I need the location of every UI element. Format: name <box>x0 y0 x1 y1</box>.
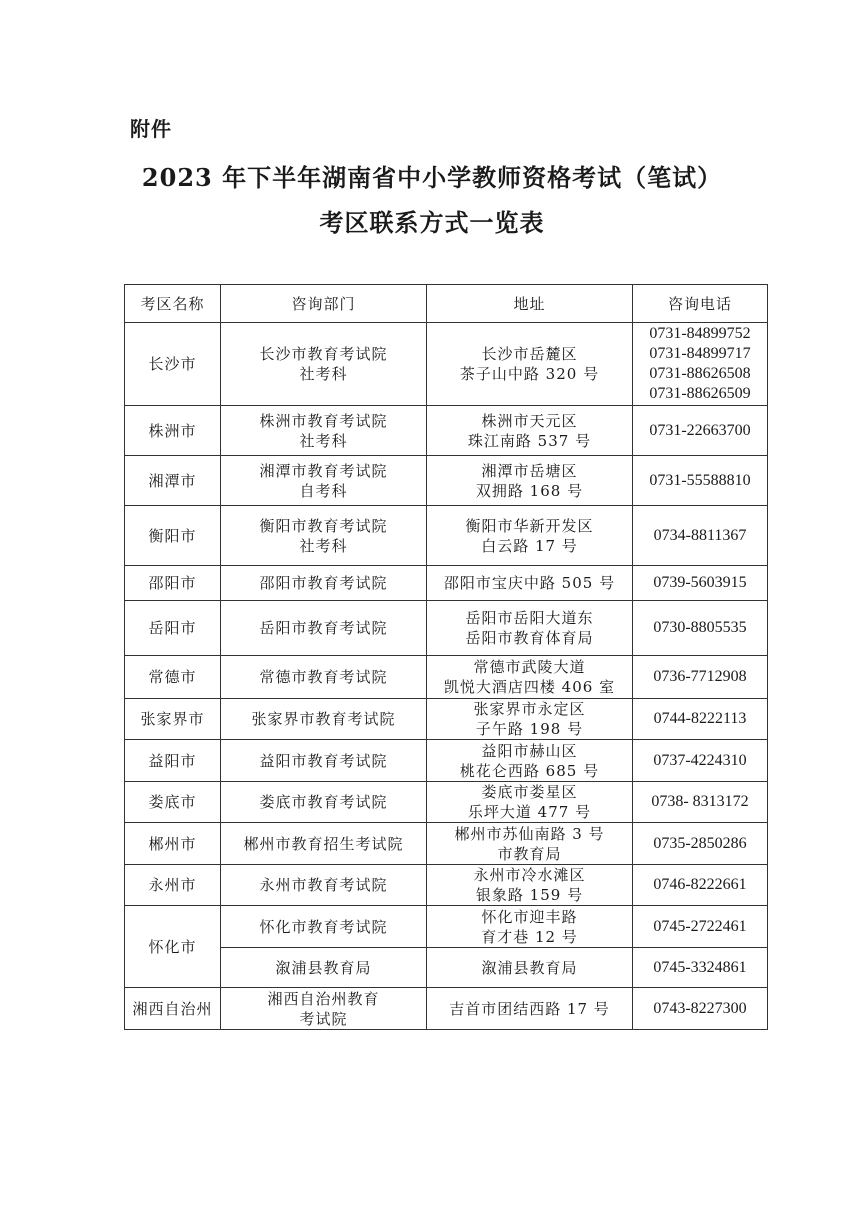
document-title-line1: 2023 年下半年湖南省中小学教师资格考试（笔试） <box>141 163 723 192</box>
cell-department <box>221 988 427 1030</box>
cell-phone <box>633 865 768 906</box>
cell-department-line: 邵阳市教育考试院 <box>259 574 388 592</box>
cell-region: 湘潭市 <box>125 456 221 506</box>
cell-phone-line: 0735-2850286 <box>653 834 747 852</box>
cell-department-line: 益阳市教育考试院 <box>259 751 388 770</box>
table-row <box>125 566 768 601</box>
cell-department-line: 永州市教育考试院 <box>259 876 388 894</box>
cell-department <box>221 406 427 456</box>
cell-department-line: 常德市教育考试院 <box>259 668 388 686</box>
cell-address <box>427 323 633 406</box>
cell-region: 岳阳市 <box>125 601 221 656</box>
cell-address-line: 银象路 159 号 <box>475 886 584 904</box>
cell-address-line: 溆浦县教育局 <box>481 958 578 977</box>
cell-region: 郴州市 <box>125 823 221 865</box>
cell-phone <box>633 323 768 406</box>
table-row <box>125 865 768 906</box>
cell-address-line: 怀化市迎丰路 <box>481 907 578 926</box>
cell-phone-line: 0731-84899717 <box>649 345 751 362</box>
cell-address <box>427 456 633 506</box>
cell-phone <box>633 948 768 988</box>
cell-phone <box>633 740 768 782</box>
cell-department-line: 岳阳市教育考试院 <box>259 619 388 637</box>
cell-department-line: 湘潭市教育考试院 <box>259 461 388 480</box>
header-phone: 咨询电话 <box>633 285 768 323</box>
cell-department <box>221 323 427 406</box>
cell-department-line: 长沙市教育考试院 <box>259 345 388 363</box>
cell-phone-line: 0731-84899752 <box>649 325 751 342</box>
cell-phone-line: 0738- 8313172 <box>651 793 749 810</box>
cell-region: 邵阳市 <box>125 566 221 601</box>
cell-address-line: 湘潭市岳塘区 <box>481 461 578 480</box>
table-row <box>125 323 768 406</box>
table-row <box>125 406 768 456</box>
cell-region: 长沙市 <box>125 323 221 406</box>
cell-phone <box>633 823 768 865</box>
cell-address-line: 乐坪大道 477 号 <box>467 803 592 821</box>
cell-address <box>427 988 633 1030</box>
cell-address-line: 常德市武陵大道 <box>473 658 586 676</box>
table-row <box>125 782 768 823</box>
cell-address <box>427 782 633 823</box>
cell-phone-line: 0734-8811367 <box>653 526 747 544</box>
cell-phone <box>633 906 768 948</box>
cell-address-line: 子午路 198 号 <box>475 720 584 738</box>
table-row <box>125 699 768 740</box>
cell-department <box>221 699 427 740</box>
cell-address-line: 岳阳市教育体育局 <box>465 629 594 647</box>
cell-address-line: 育才巷 12 号 <box>481 927 578 946</box>
cell-address-line: 张家界市永定区 <box>473 700 586 718</box>
table-row <box>125 823 768 865</box>
header-address: 地址 <box>427 285 633 323</box>
cell-department <box>221 456 427 506</box>
cell-phone-line: 0730-8805535 <box>653 619 747 636</box>
cell-address <box>427 406 633 456</box>
cell-department <box>221 948 427 988</box>
cell-address-line: 永州市冷水滩区 <box>473 866 586 884</box>
cell-department <box>221 865 427 906</box>
cell-phone <box>633 406 768 456</box>
cell-phone <box>633 988 768 1030</box>
cell-address-line: 白云路 17 号 <box>481 536 578 555</box>
cell-department <box>221 906 427 948</box>
cell-department <box>221 740 427 782</box>
cell-phone-line: 0731-88626509 <box>649 385 751 402</box>
cell-address <box>427 601 633 656</box>
table-row <box>125 656 768 699</box>
cell-phone-line: 0745-2722461 <box>653 917 747 935</box>
cell-department-line: 社考科 <box>299 431 348 450</box>
table-body <box>125 323 768 1030</box>
cell-phone <box>633 782 768 823</box>
cell-address <box>427 740 633 782</box>
cell-region: 张家界市 <box>125 699 221 740</box>
cell-region: 株洲市 <box>125 406 221 456</box>
cell-department-line: 株洲市教育考试院 <box>259 411 388 430</box>
cell-department <box>221 601 427 656</box>
table-row <box>125 948 768 988</box>
cell-phone-line: 0736-7712908 <box>653 668 747 685</box>
cell-address-line: 株洲市天元区 <box>481 411 578 430</box>
cell-address <box>427 865 633 906</box>
table-row <box>125 456 768 506</box>
cell-phone <box>633 699 768 740</box>
contacts-table <box>124 284 768 1030</box>
cell-address-line: 衡阳市华新开发区 <box>465 516 594 535</box>
cell-department <box>221 566 427 601</box>
cell-phone <box>633 506 768 566</box>
document-title-line2: 考区联系方式一览表 <box>319 208 545 237</box>
cell-address <box>427 699 633 740</box>
cell-address-line: 益阳市赫山区 <box>481 741 578 760</box>
cell-address-line: 长沙市岳麓区 <box>481 345 578 363</box>
cell-phone-line: 0731-22663700 <box>649 421 751 439</box>
cell-department-line: 溆浦县教育局 <box>275 958 372 977</box>
cell-address <box>427 656 633 699</box>
attachment-label: 附件 <box>130 117 172 141</box>
cell-phone <box>633 601 768 656</box>
cell-department <box>221 782 427 823</box>
cell-department-line: 张家界市教育考试院 <box>251 710 396 728</box>
table-row <box>125 601 768 656</box>
cell-phone-line: 0746-8222661 <box>653 876 747 893</box>
cell-phone <box>633 656 768 699</box>
cell-address-line: 凯悦大酒店四楼 406 室 <box>443 678 616 696</box>
cell-department <box>221 506 427 566</box>
cell-region: 湘西自治州 <box>125 988 221 1030</box>
cell-department <box>221 823 427 865</box>
cell-address-line: 茶子山中路 320 号 <box>459 365 600 383</box>
cell-phone <box>633 456 768 506</box>
cell-address <box>427 566 633 601</box>
cell-address <box>427 948 633 988</box>
cell-address-line: 娄底市娄星区 <box>481 783 578 801</box>
cell-department <box>221 656 427 699</box>
cell-phone-line: 0745-3324861 <box>653 958 747 976</box>
table-row <box>125 506 768 566</box>
cell-region: 常德市 <box>125 656 221 699</box>
cell-phone-line: 0744-8222113 <box>653 710 747 727</box>
cell-phone <box>633 566 768 601</box>
cell-address <box>427 906 633 948</box>
cell-address-line: 珠江南路 537 号 <box>467 431 592 450</box>
cell-address <box>427 823 633 865</box>
cell-department-line: 怀化市教育考试院 <box>259 917 388 936</box>
cell-phone-line: 0731-88626508 <box>649 365 751 382</box>
cell-region: 益阳市 <box>125 740 221 782</box>
cell-phone-line: 0731-55588810 <box>649 471 751 489</box>
cell-department-line: 娄底市教育考试院 <box>259 793 388 811</box>
header-region: 考区名称 <box>125 285 221 323</box>
cell-address <box>427 506 633 566</box>
table-row <box>125 988 768 1030</box>
cell-address-line: 岳阳市岳阳大道东 <box>465 609 594 627</box>
cell-address-line: 双拥路 168 号 <box>475 481 584 500</box>
cell-department-line: 湘西自治州教育 <box>267 989 380 1008</box>
table-row <box>125 906 768 948</box>
cell-address-line: 邵阳市宝庆中路 505 号 <box>443 574 616 592</box>
cell-department-line: 自考科 <box>299 481 348 500</box>
cell-phone-line: 0737-4224310 <box>653 751 747 769</box>
cell-region: 怀化市 <box>125 906 221 988</box>
cell-region: 衡阳市 <box>125 506 221 566</box>
cell-address-line: 桃花仑西路 685 号 <box>459 761 600 780</box>
cell-region: 娄底市 <box>125 782 221 823</box>
cell-department-line: 郴州市教育招生考试院 <box>243 834 404 853</box>
cell-region: 永州市 <box>125 865 221 906</box>
cell-address-line: 市教育局 <box>497 844 562 863</box>
cell-department-line: 社考科 <box>299 365 348 383</box>
cell-phone-line: 0743-8227300 <box>653 999 747 1017</box>
cell-address-line: 郴州市苏仙南路 3 号 <box>454 824 605 843</box>
cell-department-line: 考试院 <box>299 1009 348 1028</box>
table-header-row <box>125 285 768 323</box>
cell-phone-line: 0739-5603915 <box>653 574 747 591</box>
cell-department-line: 社考科 <box>299 536 348 555</box>
table-row <box>125 740 768 782</box>
cell-department-line: 衡阳市教育考试院 <box>259 516 388 535</box>
cell-address-line: 吉首市团结西路 17 号 <box>449 999 610 1018</box>
header-department: 咨询部门 <box>221 285 427 323</box>
